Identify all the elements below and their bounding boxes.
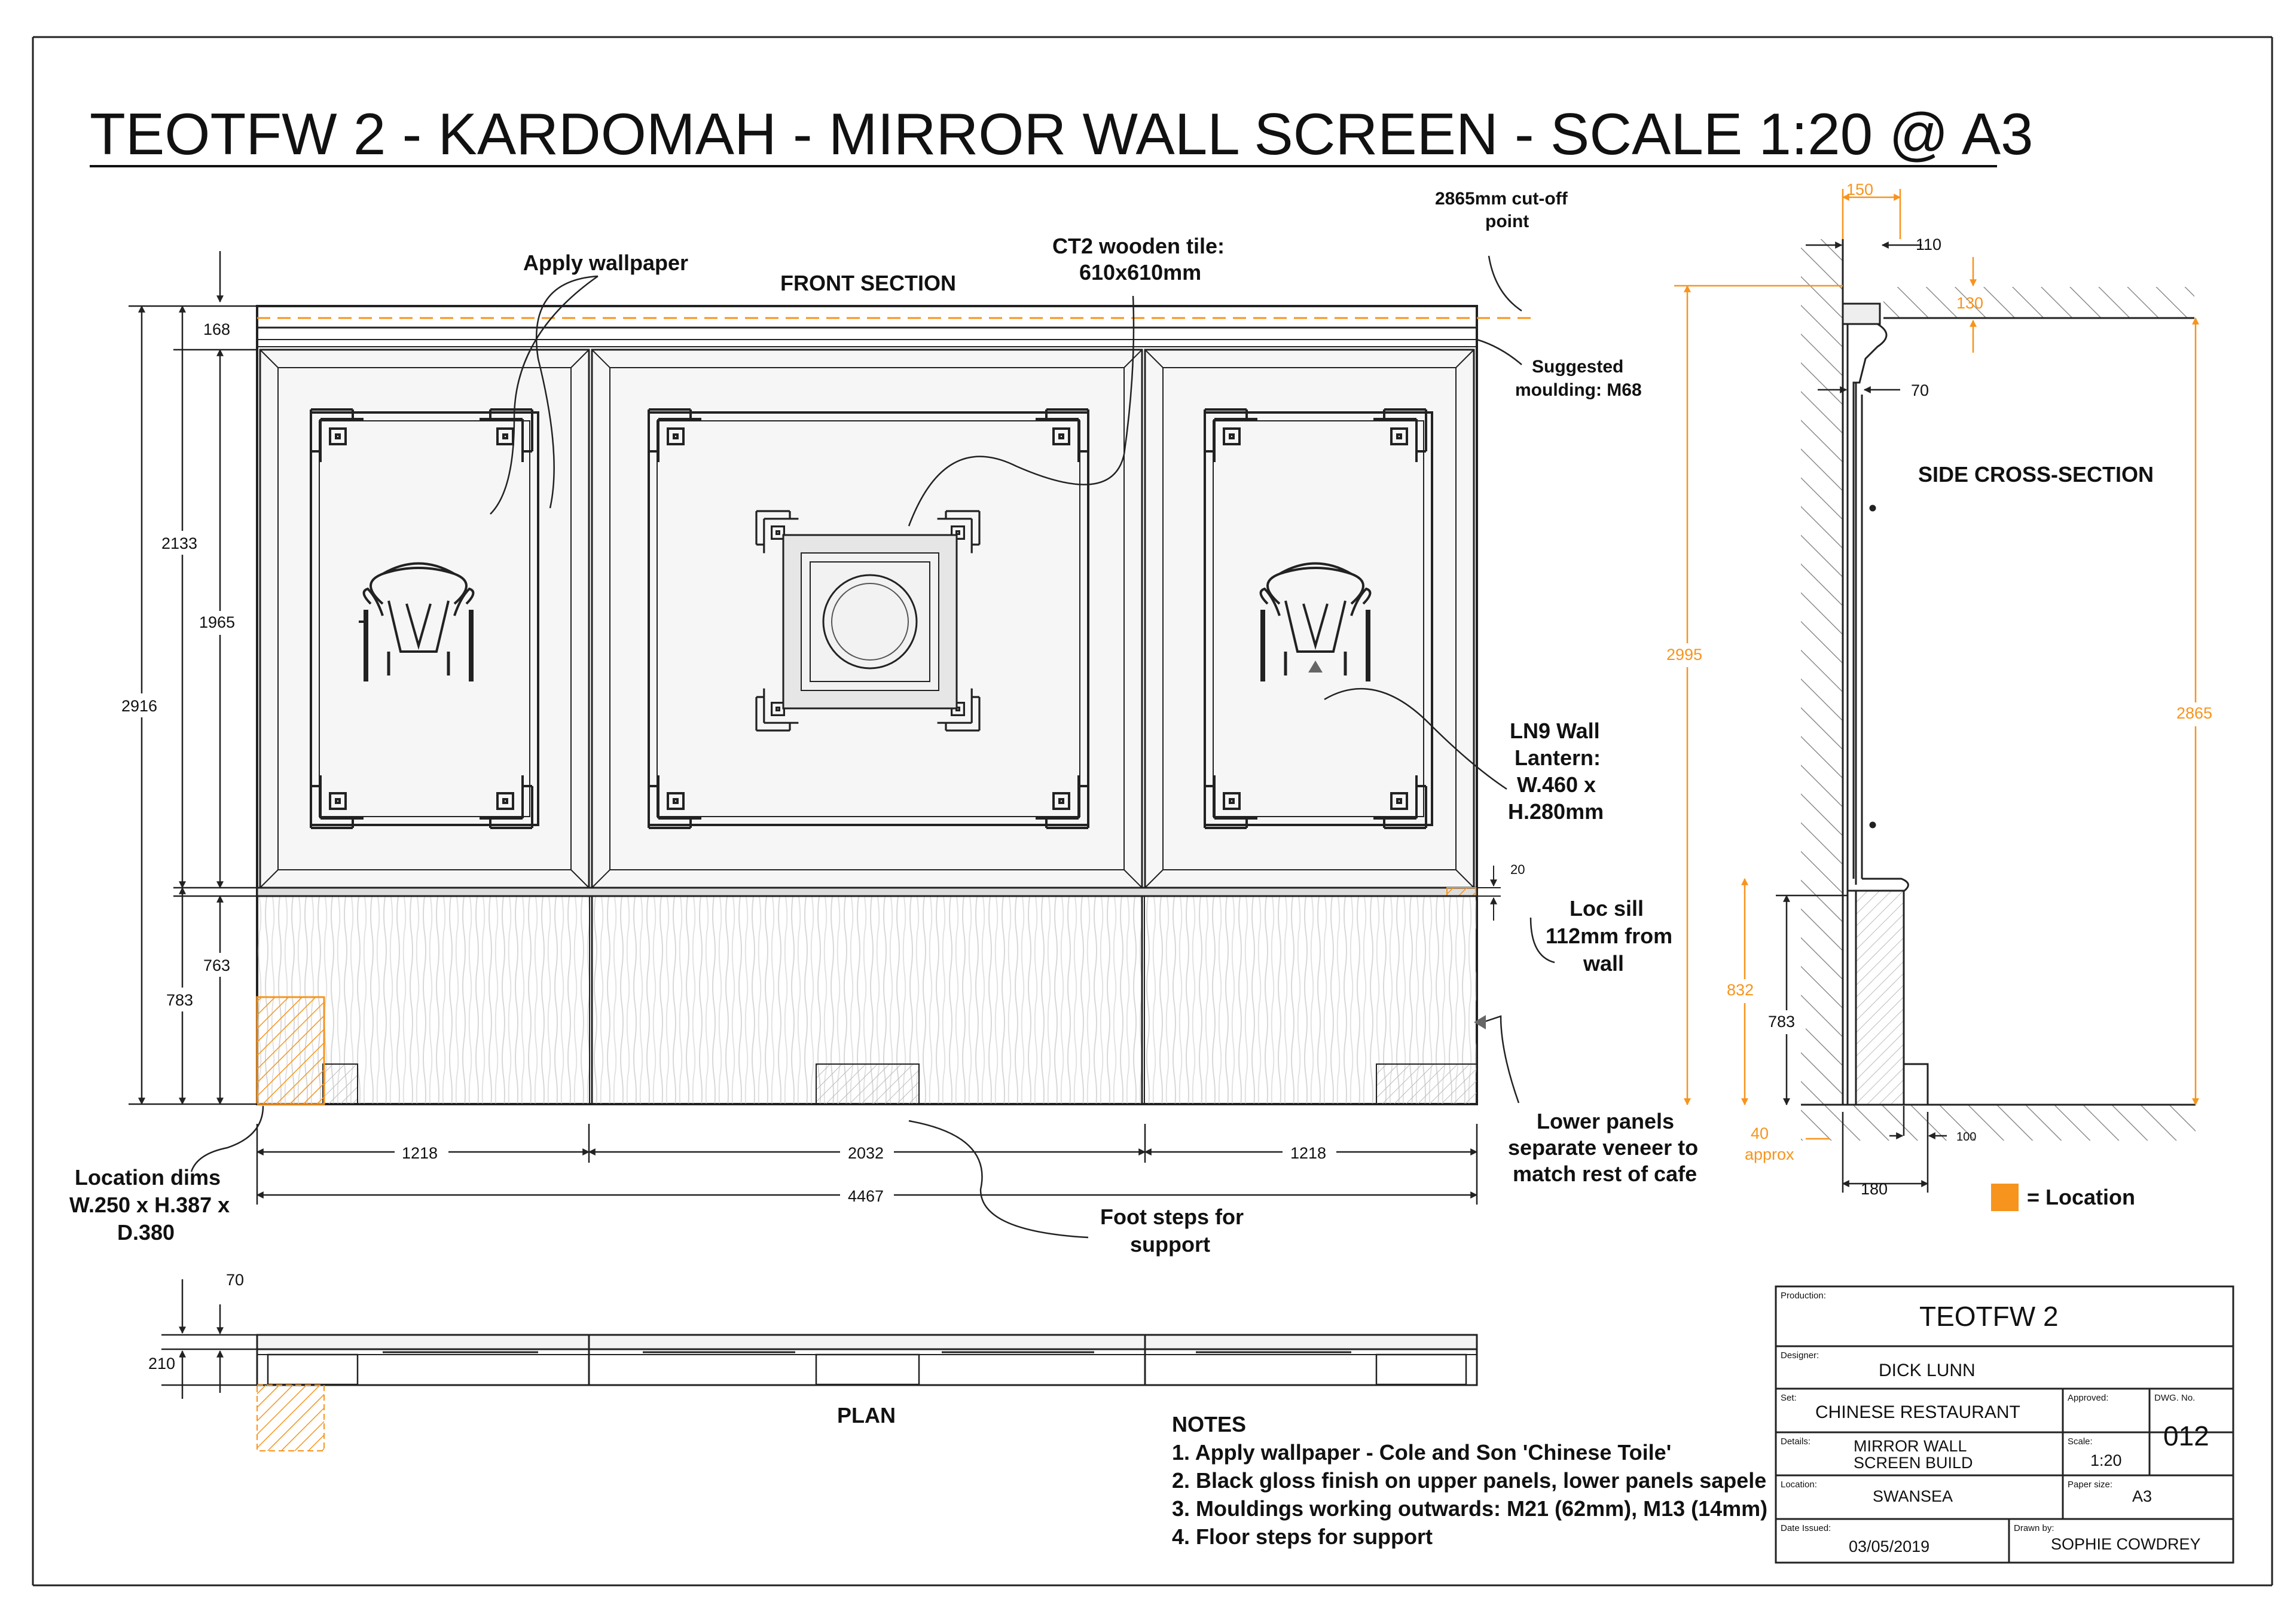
upper-panel-right (1145, 350, 1474, 888)
callout-lantern-4: H.280mm (1508, 799, 1604, 824)
dim-plan-70: 70 (226, 1271, 245, 1289)
tb-drawn: SOPHIE COWDREY (2051, 1535, 2201, 1553)
callout-tile-line1: CT2 wooden tile: (1052, 234, 1225, 258)
note-1: 1. Apply wallpaper - Cole and Son 'Chinese Toile' (1172, 1440, 1672, 1465)
dim-sill: 20 (1510, 862, 1525, 877)
callout-sill-1: Loc sill (1570, 896, 1644, 921)
callout-lantern-2: Lantern: (1515, 745, 1601, 770)
callout-moulding-line1: Suggested (1532, 357, 1624, 377)
dim-side-approx: approx (1745, 1145, 1794, 1163)
tb-approved-label: Approved: (2068, 1393, 2109, 1403)
dim-total-height: 2916 (121, 697, 158, 715)
dim-mid-width: 2032 (848, 1144, 884, 1162)
tb-location: SWANSEA (1873, 1487, 1953, 1505)
title-block-text (1781, 1291, 2209, 1555)
front-section-heading: FRONT SECTION (780, 271, 956, 295)
tb-details-1: MIRROR WALL (1854, 1437, 1967, 1455)
dim-right-width: 1218 (1290, 1144, 1327, 1162)
tb-designer-label: Designer: (1781, 1350, 1819, 1361)
dim-side-40: 40 (1751, 1124, 1769, 1142)
dim-plan-210: 210 (148, 1355, 176, 1373)
sill (257, 888, 1477, 896)
callout-wallpaper: Apply wallpaper (523, 250, 689, 275)
tb-details-2: SCREEN BUILD (1854, 1454, 1973, 1472)
tb-designer: DICK LUNN (1879, 1361, 1976, 1380)
ceiling-hatch (1883, 287, 2194, 318)
tb-drawn-label: Drawn by: (2014, 1523, 2054, 1533)
note-3: 3. Mouldings working outwards: M21 (62mm), M13 (14mm) (1172, 1496, 1768, 1521)
callout-lower-1: Lower panels (1537, 1109, 1675, 1133)
dim-upper: 2133 (161, 534, 198, 552)
plan-view (144, 1271, 1477, 1451)
upper-panel-left (260, 350, 589, 888)
tb-details-label: Details: (1781, 1436, 1811, 1447)
dim-total-width: 4467 (848, 1187, 884, 1205)
sill-location-mark (1447, 888, 1476, 896)
dim-lower-inner: 763 (203, 956, 231, 974)
callout-steps-1: Foot steps for (1100, 1205, 1244, 1229)
drawing-title: TEOTFW 2 - KARDOMAH - MIRROR WALL SCREEN - SCALE 1:20 @ A3 (90, 101, 2034, 167)
tb-date: 03/05/2019 (1849, 1538, 1930, 1555)
dim-side-2995: 2995 (1666, 646, 1703, 664)
screen-profile (1843, 304, 1928, 1105)
tb-production: TEOTFW 2 (1919, 1301, 2059, 1332)
callout-cutoff-line2: point (1485, 212, 1529, 231)
tb-set-label: Set: (1781, 1393, 1797, 1403)
dim-side-2865: 2865 (2176, 704, 2213, 722)
dim-side-70: 70 (1911, 381, 1929, 399)
callout-location-3: D.380 (117, 1220, 175, 1245)
dim-upper-inner: 1965 (199, 613, 236, 631)
location-legend-swatch (1991, 1184, 2019, 1211)
note-2: 2. Black gloss finish on upper panels, lower panels sapele (1172, 1468, 1767, 1493)
callout-moulding-line2: moulding: M68 (1515, 380, 1642, 400)
dim-side-130: 130 (1956, 294, 1984, 312)
notes-heading: NOTES (1172, 1412, 1247, 1436)
dim-lower: 783 (166, 991, 194, 1009)
notes (1172, 1412, 1767, 1549)
tb-set: CHINESE RESTAURANT (1815, 1402, 2020, 1422)
callout-sill-3: wall (1583, 951, 1625, 976)
tb-production-label: Production: (1781, 1291, 1826, 1301)
ct2-wooden-tile (783, 535, 957, 708)
tb-paper: A3 (2132, 1487, 2152, 1505)
plan-heading: PLAN (837, 1403, 896, 1428)
callout-lantern-1: LN9 Wall (1510, 719, 1600, 743)
tb-dwg: 012 (2163, 1420, 2209, 1451)
tb-dwg-label: DWG. No. (2154, 1393, 2196, 1403)
dim-side-180: 180 (1861, 1180, 1888, 1198)
callout-lower-2: separate veneer to (1508, 1135, 1699, 1160)
front-section (69, 189, 1698, 1257)
callout-sill-2: 112mm from (1546, 924, 1673, 948)
callout-steps-2: support (1130, 1232, 1210, 1257)
dim-top-band: 168 (203, 320, 231, 338)
dim-side-783: 783 (1768, 1013, 1796, 1031)
wall-hatch (1801, 239, 1843, 1105)
side-section-heading: SIDE CROSS-SECTION (1918, 462, 2154, 487)
floor-hatch (1801, 1105, 2196, 1141)
callout-location-1: Location dims (75, 1165, 221, 1190)
location-box (257, 997, 324, 1104)
tb-scale: 1:20 (2090, 1451, 2122, 1469)
side-cross-section (1663, 181, 2219, 1211)
tb-location-label: Location: (1781, 1480, 1817, 1490)
callout-cutoff-line1: 2865mm cut-off (1435, 189, 1568, 209)
location-legend-label: = Location (2027, 1185, 2136, 1209)
dim-side-100: 100 (1956, 1130, 1977, 1144)
dim-side-832: 832 (1727, 981, 1754, 999)
dim-side-top-depth: 150 (1846, 181, 1874, 198)
tb-date-label: Date Issued: (1781, 1523, 1831, 1533)
callout-tile-line2: 610x610mm (1079, 260, 1202, 285)
callout-location-2: W.250 x H.387 x (69, 1193, 230, 1217)
dim-left-width: 1218 (402, 1144, 438, 1162)
dim-side-110: 110 (1916, 236, 1942, 253)
note-4: 4. Floor steps for support (1172, 1524, 1433, 1549)
tb-paper-label: Paper size: (2068, 1480, 2113, 1490)
callout-lantern-3: W.460 x (1517, 772, 1596, 797)
callout-lower-3: match rest of cafe (1513, 1162, 1697, 1186)
tb-scale-label: Scale: (2068, 1436, 2093, 1447)
